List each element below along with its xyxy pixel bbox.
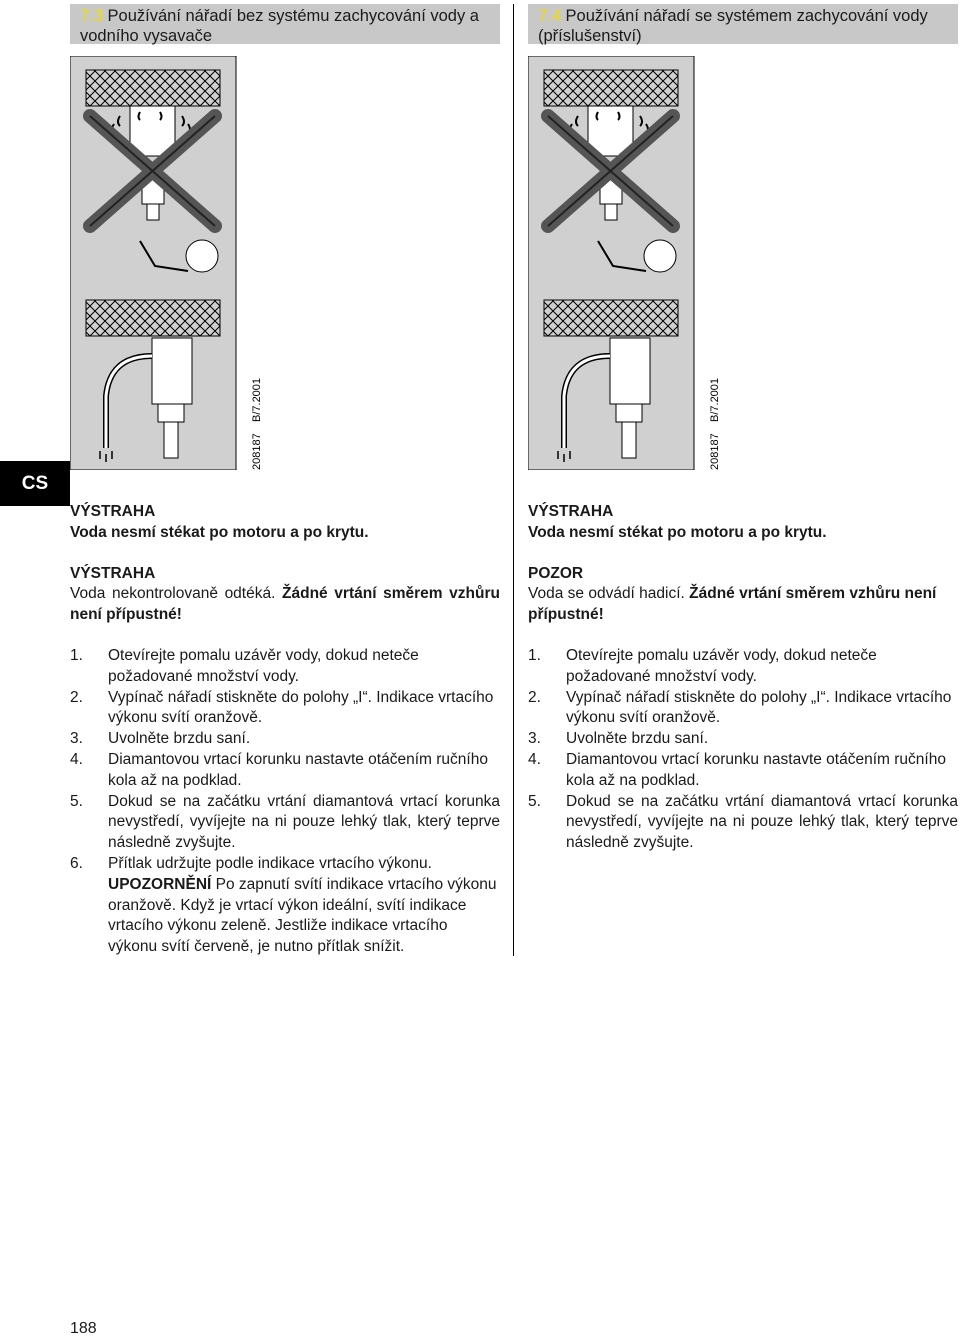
warning-text [70, 584, 500, 626]
list-item [70, 646, 500, 688]
warning-text-bold: Žádné vrtání směrem vzhůru není přípustné! [70, 585, 500, 624]
figure-date: B/7.2001 [709, 377, 721, 422]
figure-code: 208187 [709, 433, 721, 470]
step-text: Vypínač nářadí stiskněte do polohy „I“. Indikace vrtacího výkonu svítí oranžově. [566, 688, 952, 727]
step-text: Uvolněte brzdu saní. [566, 730, 709, 748]
illustration-with-water-collection [528, 56, 728, 470]
list-item [528, 646, 958, 688]
step-text: Vypínač nářadí stiskněte do polohy „I“. Indikace vrtacího výkonu svítí oranžově. [108, 688, 494, 727]
illustration-without-water-collection [70, 56, 270, 470]
step-number: 2. [528, 688, 541, 706]
caution-text [528, 584, 958, 626]
right-column-text [528, 502, 958, 854]
list-item [528, 792, 958, 854]
list-item [528, 688, 958, 730]
warning-text: Voda nesmí stékat po motoru a po krytu. [528, 523, 827, 541]
step-text: Otevírejte pomalu uzávěr vody, dokud neteče požadované množství vody. [108, 646, 419, 685]
list-item [70, 729, 500, 750]
step-number: 1. [70, 646, 83, 664]
warning-text: Voda nesmí stékat po motoru a po krytu. [70, 523, 369, 541]
note-text: Po zapnutí svítí indikace vrtacího výkonu oranžově. Když je vrtací výkon ideální, svítí indikace vrtacího výkonu zeleně. Jestliže indikace vrtacího výkonu svítí červeně, je nutno přítlak snížit. [108, 875, 497, 956]
step-number: 3. [528, 730, 541, 748]
list-item [528, 729, 958, 750]
steps-list [70, 646, 500, 958]
step-number: 4. [70, 750, 83, 768]
caution-title: POZOR [528, 564, 584, 582]
step-number: 6. [70, 854, 83, 872]
caution-text-plain: Voda se odvádí hadicí. [528, 585, 690, 603]
caution-text-bold: Žádné vrtání směrem vzhůru není přípustné! [528, 585, 937, 624]
section-number: 7.4 [538, 7, 561, 25]
list-item [70, 750, 500, 792]
figure-date: B/7.2001 [251, 377, 263, 422]
step-number: 4. [528, 750, 541, 768]
step-text: Diamantovou vrtací korunku nastavte otáčením ručního kola až na podklad. [108, 750, 488, 789]
step-number: 2. [70, 688, 83, 706]
list-item [70, 792, 500, 854]
column-divider [513, 4, 514, 956]
warning-title: VÝSTRAHA [528, 503, 614, 520]
warning-title: VÝSTRAHA [70, 564, 156, 582]
warning-text-plain: Voda nekontrolovaně odtéká. [70, 585, 283, 603]
left-column-text [70, 502, 500, 958]
list-item [70, 854, 500, 958]
step-number: 1. [528, 646, 541, 664]
note-label: UPOZORNĚNÍ [108, 875, 212, 893]
list-item [528, 750, 958, 792]
section-title: Používání nářadí bez systému zachycování vody a vodního vysavače [80, 7, 479, 45]
section-header-7-3 [70, 4, 500, 44]
language-tab: CS [0, 461, 70, 506]
step-number: 5. [528, 792, 541, 810]
steps-list [528, 646, 958, 854]
figure-code: 208187 [251, 433, 263, 470]
warning-title: VÝSTRAHA [70, 503, 156, 520]
step-text: Diamantovou vrtací korunku nastavte otáčením ručního kola až na podklad. [566, 750, 946, 789]
step-text-main: Přítlak udržujte podle indikace vrtacího výkonu. [108, 854, 432, 872]
step-number: 3. [70, 730, 83, 748]
section-header-7-4 [528, 4, 958, 44]
step-text: Dokud se na začátku vrtání diamantová vrtací korunka nevystředí, vyvíjejte na ni pouze lehký tlak, který teprve následně zvyšujte. [108, 792, 500, 852]
page-number: 188 [70, 1320, 97, 1337]
section-number: 7.3 [80, 7, 103, 25]
list-item [70, 688, 500, 730]
step-number: 5. [70, 792, 83, 810]
step-text: Dokud se na začátku vrtání diamantová vrtací korunka nevystředí, vyvíjejte na ni pouze lehký tlak, který teprve následně zvyšujte. [566, 792, 958, 852]
section-title: Používání nářadí se systémem zachycování vody (příslušenství) [538, 7, 928, 45]
step-text [108, 854, 500, 958]
step-text: Uvolněte brzdu saní. [108, 730, 251, 748]
step-text: Otevírejte pomalu uzávěr vody, dokud neteče požadované množství vody. [566, 646, 877, 685]
